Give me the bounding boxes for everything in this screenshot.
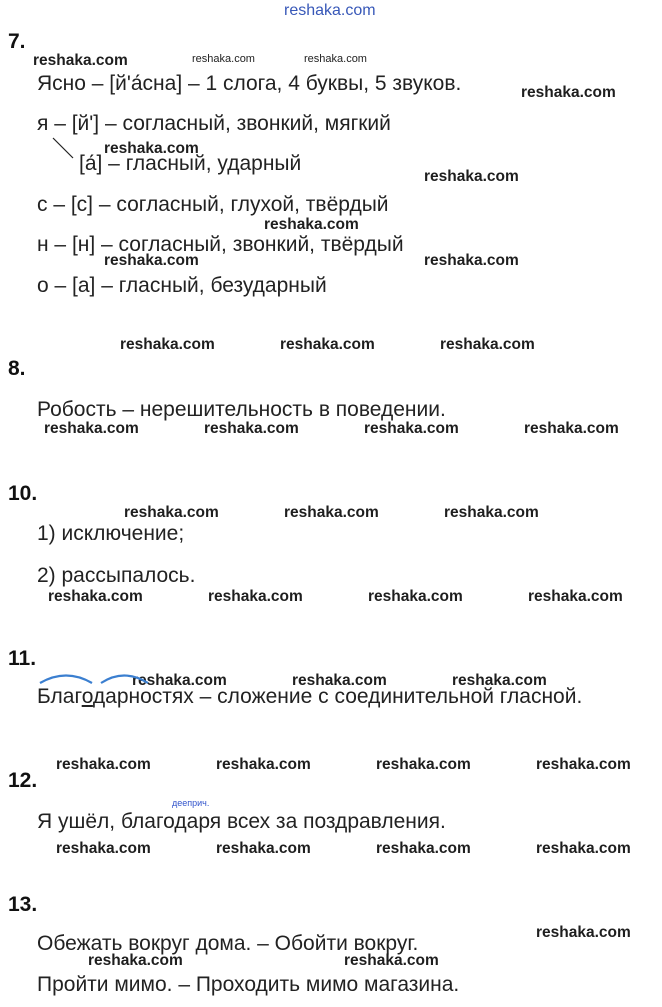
connecting-vowel: о [81,685,93,708]
watermark: reshaka.com [264,216,359,233]
sound-line-ya: я – [й'] – согласный, звонкий, мягкий [37,112,391,135]
answer-line-1: 1) исключение; [37,522,185,545]
exercise-number-7: 7. [8,30,26,53]
watermark: reshaka.com [376,840,471,857]
watermark: reshaka.com [48,588,143,605]
watermark: reshaka.com [216,756,311,773]
watermark: reshaka.com [536,840,631,857]
sound-line-n: н – [н] – согласный, звонкий, твёрдый [37,233,404,256]
watermark: reshaka.com [132,672,227,689]
grammar-annotation: дееприч. [172,798,210,808]
watermark: reshaka.com [536,756,631,773]
watermark: reshaka.com [368,588,463,605]
watermark: reshaka.com [292,672,387,689]
watermark: reshaka.com [424,168,519,185]
exercise-number-10: 10. [8,482,38,505]
phrase-line-2: Пройти мимо. – Проходить мимо магазина. [37,973,460,996]
root-part-1: Благ [37,685,82,708]
watermark: reshaka.com [304,53,367,65]
sentence-line: Я ушёл, благодаря всех за поздравления. [37,810,446,833]
watermark: reshaka.com [120,336,215,353]
watermark: reshaka.com [124,504,219,521]
watermark: reshaka.com [344,952,439,969]
exercise-number-12: 12. [8,769,38,792]
watermark: reshaka.com [280,336,375,353]
word-rest: дарностях – сложение с соединительной гласной. [92,685,583,708]
watermark: reshaka.com [536,924,631,941]
watermark: reshaka.com [33,52,128,69]
watermark: reshaka.com [104,252,199,269]
watermark: reshaka.com [208,588,303,605]
watermark: reshaka.com [452,672,547,689]
watermark: reshaka.com [56,756,151,773]
watermark: reshaka.com [192,53,255,65]
watermark: reshaka.com [440,336,535,353]
sound-line-s: с – [с] – согласный, глухой, твёрдый [37,193,389,216]
watermark: reshaka.com [44,420,139,437]
watermark: reshaka.com [88,952,183,969]
watermark: reshaka.com [521,84,616,101]
exercise-number-13: 13. [8,893,38,916]
watermark: reshaka.com [444,504,539,521]
word-formation-line [37,685,582,709]
sound-link-line [53,138,73,158]
transcription-line: Ясно – [й'а́сна] – 1 слога, 4 буквы, 5 звуков. [37,72,462,95]
watermark: reshaka.com [528,588,623,605]
answer-line-2: 2) рассыпалось. [37,564,196,587]
watermark: reshaka.com [204,420,299,437]
root-arc-icon [40,676,92,684]
definition-line: Робость – нерешительность в поведении. [37,398,446,421]
watermark: reshaka.com [56,840,151,857]
watermark: reshaka.com [524,420,619,437]
sound-line-a: [а́] – гласный, ударный [79,152,302,175]
watermark: reshaka.com [376,756,471,773]
watermark: reshaka.com [104,140,199,157]
watermark: reshaka.com [216,840,311,857]
phrase-line-1: Обежать вокруг дома. – Обойти вокруг. [37,932,419,955]
watermark: reshaka.com [284,504,379,521]
exercise-number-11: 11. [8,647,37,670]
watermark: reshaka.com [424,252,519,269]
sound-line-o: о – [а] – гласный, безударный [37,274,327,297]
watermark: reshaka.com [364,420,459,437]
exercise-number-8: 8. [8,357,26,380]
watermark-top: reshaka.com [284,2,376,19]
